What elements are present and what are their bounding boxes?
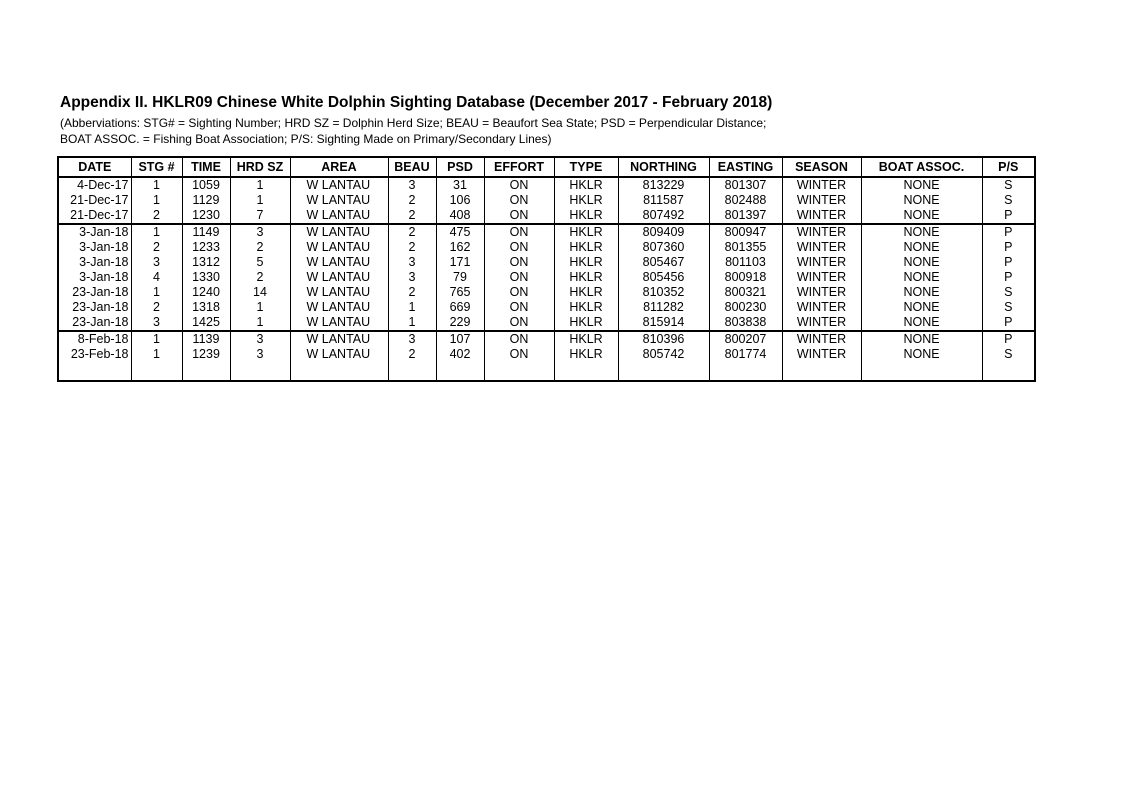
cell-time: 1059 (182, 177, 230, 193)
cell-area: W LANTAU (290, 270, 388, 285)
column-header-beau: BEAU (388, 157, 436, 177)
table-row (58, 300, 1035, 315)
cell-season: WINTER (782, 193, 861, 208)
cell-northing: 811282 (618, 300, 709, 315)
cell-effort: ON (484, 315, 554, 331)
cell-effort: ON (484, 347, 554, 362)
empty-cell (709, 362, 782, 381)
cell-effort: ON (484, 285, 554, 300)
cell-type: HKLR (554, 347, 618, 362)
table-row (58, 177, 1035, 193)
empty-cell (182, 362, 230, 381)
cell-effort: ON (484, 240, 554, 255)
cell-time: 1149 (182, 224, 230, 240)
cell-northing: 811587 (618, 193, 709, 208)
column-header-time: TIME (182, 157, 230, 177)
cell-beau: 2 (388, 347, 436, 362)
table-row (58, 255, 1035, 270)
cell-stg: 1 (131, 285, 182, 300)
cell-boat-assoc: NONE (861, 315, 982, 331)
cell-boat-assoc: NONE (861, 255, 982, 270)
cell-area: W LANTAU (290, 208, 388, 224)
table-padding-row (58, 362, 1035, 381)
cell-date: 23-Jan-18 (58, 285, 131, 300)
cell-boat-assoc: NONE (861, 347, 982, 362)
empty-cell (290, 362, 388, 381)
cell-season: WINTER (782, 270, 861, 285)
cell-boat-assoc: NONE (861, 208, 982, 224)
cell-season: WINTER (782, 315, 861, 331)
cell-ps: P (982, 240, 1035, 255)
cell-psd: 765 (436, 285, 484, 300)
cell-season: WINTER (782, 285, 861, 300)
cell-easting: 801774 (709, 347, 782, 362)
cell-beau: 2 (388, 224, 436, 240)
empty-cell (782, 362, 861, 381)
cell-season: WINTER (782, 240, 861, 255)
column-header-date: DATE (58, 157, 131, 177)
cell-beau: 1 (388, 300, 436, 315)
cell-stg: 2 (131, 300, 182, 315)
cell-psd: 669 (436, 300, 484, 315)
cell-stg: 2 (131, 240, 182, 255)
cell-northing: 807360 (618, 240, 709, 255)
cell-boat-assoc: NONE (861, 285, 982, 300)
cell-northing: 810352 (618, 285, 709, 300)
cell-psd: 171 (436, 255, 484, 270)
cell-area: W LANTAU (290, 300, 388, 315)
empty-cell (436, 362, 484, 381)
table-row (58, 270, 1035, 285)
cell-psd: 79 (436, 270, 484, 285)
cell-easting: 800947 (709, 224, 782, 240)
cell-time: 1318 (182, 300, 230, 315)
cell-ps: P (982, 331, 1035, 347)
cell-easting: 801103 (709, 255, 782, 270)
cell-northing: 805467 (618, 255, 709, 270)
cell-time: 1139 (182, 331, 230, 347)
table-row (58, 315, 1035, 331)
cell-area: W LANTAU (290, 240, 388, 255)
cell-ps: P (982, 224, 1035, 240)
empty-cell (131, 362, 182, 381)
cell-stg: 1 (131, 193, 182, 208)
column-header-effort: EFFORT (484, 157, 554, 177)
column-header-stg: STG # (131, 157, 182, 177)
cell-season: WINTER (782, 331, 861, 347)
cell-psd: 229 (436, 315, 484, 331)
column-header-area: AREA (290, 157, 388, 177)
empty-cell (618, 362, 709, 381)
cell-type: HKLR (554, 315, 618, 331)
cell-time: 1129 (182, 193, 230, 208)
table-header-row (58, 157, 1035, 177)
cell-hrd-sz: 7 (230, 208, 290, 224)
cell-effort: ON (484, 193, 554, 208)
cell-easting: 801355 (709, 240, 782, 255)
cell-time: 1330 (182, 270, 230, 285)
column-header-hrd-sz: HRD SZ (230, 157, 290, 177)
empty-cell (982, 362, 1035, 381)
cell-northing: 807492 (618, 208, 709, 224)
cell-psd: 106 (436, 193, 484, 208)
cell-type: HKLR (554, 255, 618, 270)
cell-stg: 1 (131, 347, 182, 362)
cell-type: HKLR (554, 285, 618, 300)
cell-ps: S (982, 347, 1035, 362)
cell-time: 1230 (182, 208, 230, 224)
cell-ps: P (982, 208, 1035, 224)
cell-easting: 801397 (709, 208, 782, 224)
table-row (58, 224, 1035, 240)
cell-area: W LANTAU (290, 255, 388, 270)
cell-ps: P (982, 315, 1035, 331)
cell-stg: 1 (131, 331, 182, 347)
column-header-easting: EASTING (709, 157, 782, 177)
cell-ps: S (982, 285, 1035, 300)
cell-type: HKLR (554, 177, 618, 193)
cell-season: WINTER (782, 208, 861, 224)
cell-type: HKLR (554, 193, 618, 208)
cell-season: WINTER (782, 255, 861, 270)
cell-psd: 31 (436, 177, 484, 193)
column-header-northing: NORTHING (618, 157, 709, 177)
column-header-season: SEASON (782, 157, 861, 177)
cell-date: 23-Feb-18 (58, 347, 131, 362)
cell-boat-assoc: NONE (861, 300, 982, 315)
cell-date: 23-Jan-18 (58, 300, 131, 315)
cell-psd: 402 (436, 347, 484, 362)
cell-type: HKLR (554, 224, 618, 240)
cell-northing: 815914 (618, 315, 709, 331)
column-header-ps: P/S (982, 157, 1035, 177)
table-row (58, 285, 1035, 300)
cell-beau: 1 (388, 315, 436, 331)
table-row (58, 208, 1035, 224)
cell-easting: 801307 (709, 177, 782, 193)
cell-boat-assoc: NONE (861, 240, 982, 255)
cell-type: HKLR (554, 270, 618, 285)
cell-hrd-sz: 3 (230, 347, 290, 362)
column-header-psd: PSD (436, 157, 484, 177)
cell-northing: 805742 (618, 347, 709, 362)
cell-type: HKLR (554, 300, 618, 315)
abbreviations-line-1: (Abberviations: STG# = Sighting Number; HRD SZ = Dolphin Herd Size; BEAU = Beaufort Sea State; PSD = Perpendicular Distance; (60, 116, 767, 130)
cell-area: W LANTAU (290, 224, 388, 240)
cell-northing: 810396 (618, 331, 709, 347)
cell-type: HKLR (554, 331, 618, 347)
cell-northing: 809409 (618, 224, 709, 240)
cell-beau: 3 (388, 255, 436, 270)
cell-hrd-sz: 1 (230, 300, 290, 315)
column-header-boat-assoc: BOAT ASSOC. (861, 157, 982, 177)
cell-season: WINTER (782, 224, 861, 240)
cell-date: 4-Dec-17 (58, 177, 131, 193)
cell-beau: 2 (388, 240, 436, 255)
empty-cell (484, 362, 554, 381)
cell-date: 3-Jan-18 (58, 255, 131, 270)
cell-season: WINTER (782, 300, 861, 315)
cell-date: 3-Jan-18 (58, 270, 131, 285)
cell-effort: ON (484, 224, 554, 240)
page-title: Appendix II. HKLR09 Chinese White Dolphin Sighting Database (December 2017 - February 2018) (60, 94, 773, 111)
cell-effort: ON (484, 177, 554, 193)
cell-time: 1240 (182, 285, 230, 300)
cell-ps: S (982, 300, 1035, 315)
cell-beau: 3 (388, 331, 436, 347)
cell-beau: 2 (388, 193, 436, 208)
cell-ps: P (982, 255, 1035, 270)
cell-hrd-sz: 1 (230, 193, 290, 208)
cell-stg: 3 (131, 255, 182, 270)
cell-date: 8-Feb-18 (58, 331, 131, 347)
cell-season: WINTER (782, 347, 861, 362)
cell-easting: 800207 (709, 331, 782, 347)
empty-cell (58, 362, 131, 381)
cell-beau: 3 (388, 270, 436, 285)
cell-boat-assoc: NONE (861, 270, 982, 285)
cell-easting: 800230 (709, 300, 782, 315)
cell-northing: 813229 (618, 177, 709, 193)
cell-boat-assoc: NONE (861, 224, 982, 240)
cell-stg: 2 (131, 208, 182, 224)
cell-effort: ON (484, 208, 554, 224)
empty-cell (388, 362, 436, 381)
cell-date: 21-Dec-17 (58, 208, 131, 224)
cell-easting: 802488 (709, 193, 782, 208)
cell-beau: 2 (388, 208, 436, 224)
cell-easting: 800918 (709, 270, 782, 285)
cell-hrd-sz: 5 (230, 255, 290, 270)
cell-stg: 1 (131, 224, 182, 240)
cell-beau: 2 (388, 285, 436, 300)
cell-time: 1233 (182, 240, 230, 255)
cell-hrd-sz: 3 (230, 331, 290, 347)
cell-time: 1312 (182, 255, 230, 270)
cell-hrd-sz: 2 (230, 270, 290, 285)
cell-area: W LANTAU (290, 285, 388, 300)
cell-beau: 3 (388, 177, 436, 193)
empty-cell (861, 362, 982, 381)
cell-time: 1239 (182, 347, 230, 362)
empty-cell (230, 362, 290, 381)
cell-date: 3-Jan-18 (58, 240, 131, 255)
empty-cell (554, 362, 618, 381)
cell-area: W LANTAU (290, 177, 388, 193)
cell-season: WINTER (782, 177, 861, 193)
column-header-type: TYPE (554, 157, 618, 177)
cell-ps: P (982, 270, 1035, 285)
cell-effort: ON (484, 270, 554, 285)
cell-area: W LANTAU (290, 315, 388, 331)
cell-area: W LANTAU (290, 347, 388, 362)
cell-effort: ON (484, 300, 554, 315)
cell-area: W LANTAU (290, 331, 388, 347)
cell-effort: ON (484, 331, 554, 347)
table-row (58, 347, 1035, 362)
cell-ps: S (982, 177, 1035, 193)
cell-stg: 3 (131, 315, 182, 331)
cell-psd: 162 (436, 240, 484, 255)
cell-date: 3-Jan-18 (58, 224, 131, 240)
cell-psd: 475 (436, 224, 484, 240)
cell-easting: 800321 (709, 285, 782, 300)
cell-area: W LANTAU (290, 193, 388, 208)
cell-hrd-sz: 14 (230, 285, 290, 300)
cell-psd: 107 (436, 331, 484, 347)
cell-northing: 805456 (618, 270, 709, 285)
cell-hrd-sz: 2 (230, 240, 290, 255)
cell-hrd-sz: 1 (230, 177, 290, 193)
table-row (58, 240, 1035, 255)
cell-effort: ON (484, 255, 554, 270)
cell-stg: 1 (131, 177, 182, 193)
sighting-table (57, 156, 1036, 382)
cell-ps: S (982, 193, 1035, 208)
cell-boat-assoc: NONE (861, 193, 982, 208)
cell-easting: 803838 (709, 315, 782, 331)
cell-stg: 4 (131, 270, 182, 285)
cell-type: HKLR (554, 208, 618, 224)
cell-boat-assoc: NONE (861, 331, 982, 347)
cell-psd: 408 (436, 208, 484, 224)
cell-hrd-sz: 3 (230, 224, 290, 240)
table-row (58, 193, 1035, 208)
cell-type: HKLR (554, 240, 618, 255)
cell-date: 21-Dec-17 (58, 193, 131, 208)
table-row (58, 331, 1035, 347)
cell-boat-assoc: NONE (861, 177, 982, 193)
cell-hrd-sz: 1 (230, 315, 290, 331)
abbreviations-line-2: BOAT ASSOC. = Fishing Boat Association; P/S: Sighting Made on Primary/Secondary Lines) (60, 132, 552, 146)
cell-time: 1425 (182, 315, 230, 331)
cell-date: 23-Jan-18 (58, 315, 131, 331)
